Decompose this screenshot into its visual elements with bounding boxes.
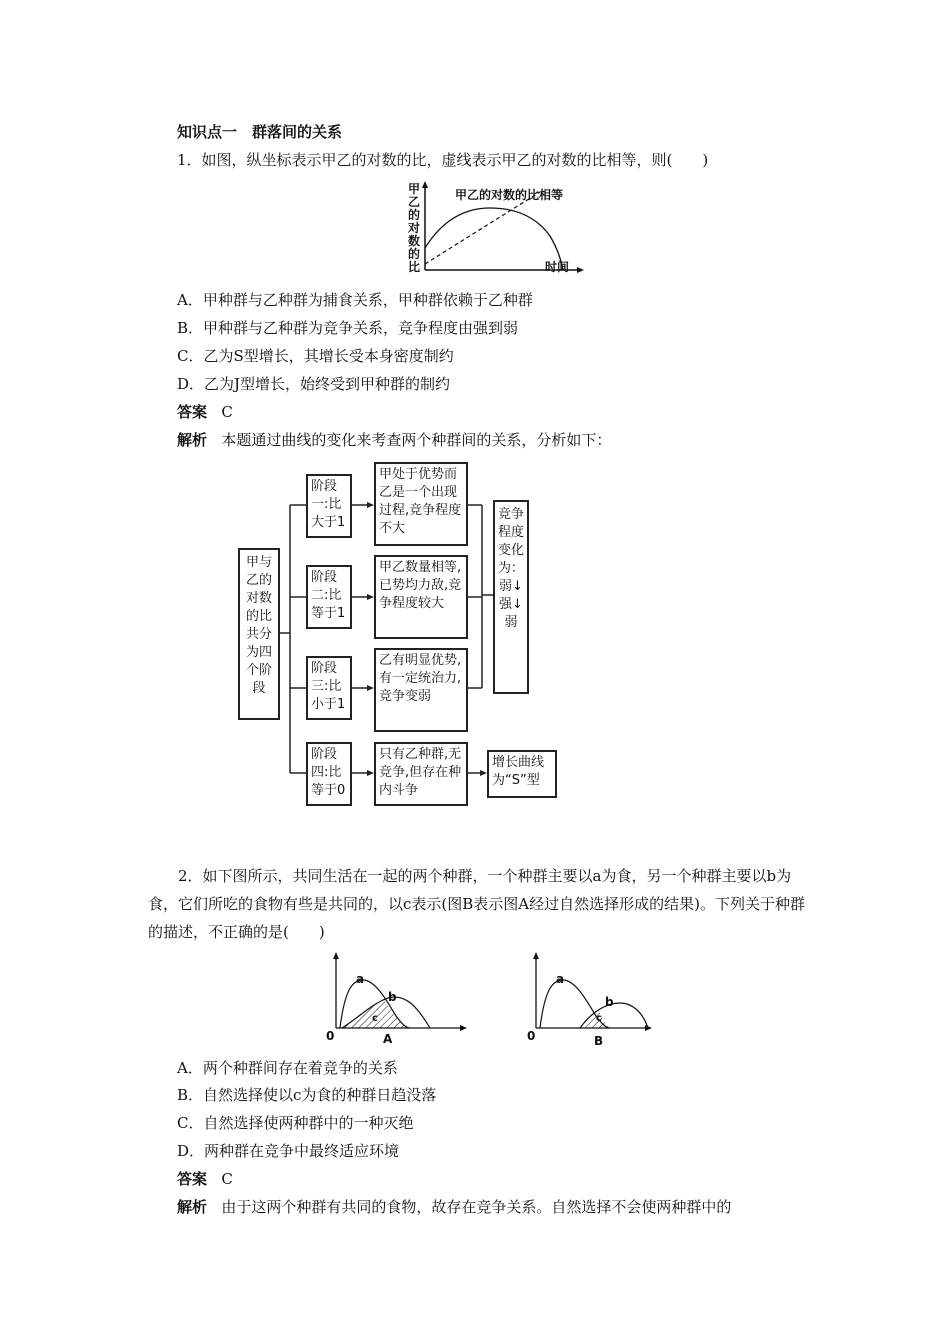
flow-root: 甲与乙的对数的比共分为四个阶段 xyxy=(238,548,280,720)
q2-option-b: B．自然选择使以c为食的种群日趋没落 xyxy=(177,1086,437,1104)
q1-x-label: 时间 xyxy=(545,260,570,274)
graph-b-label-c: c xyxy=(596,1013,602,1024)
q2-analysis xyxy=(177,1197,731,1217)
analysis-label: 解析 xyxy=(177,1198,208,1216)
q2-option-d: D．两种群在竞争中最终适应环境 xyxy=(177,1142,400,1160)
q1-dashed-label: 甲乙的对数的比相等 xyxy=(455,188,564,202)
q1-answer xyxy=(177,402,233,422)
answer-label: 答案 xyxy=(177,1170,208,1188)
q1-analysis xyxy=(177,430,611,450)
section-title: 知识点一 群落间的关系 xyxy=(177,123,343,141)
graph-a-panel-label: A xyxy=(383,1032,393,1046)
answer-label: 答案 xyxy=(177,403,208,421)
answer-value: C xyxy=(221,1170,233,1188)
graph-a-label-a: a xyxy=(356,972,365,986)
flow-stage-2: 阶段二:比等于1 xyxy=(306,565,352,629)
graph-b-overlap xyxy=(580,1011,610,1028)
graph-b-origin: 0 xyxy=(527,1029,536,1043)
q1-option-b: B．甲种群与乙种群为竞争关系，竞争程度由强到弱 xyxy=(177,319,519,337)
q1-curve xyxy=(425,208,563,270)
q1-option-a: A．甲种群与乙种群为捕食关系，甲种群依赖于乙种群 xyxy=(177,291,533,309)
flow-stage-4: 阶段四:比等于0 xyxy=(306,742,352,806)
q2-option-a: A．两个种群间存在着竞争的关系 xyxy=(177,1059,398,1077)
graph-a-origin: 0 xyxy=(326,1029,335,1043)
q1-y-label: 甲乙的对数的比 xyxy=(408,182,421,274)
graph-b-label-b: b xyxy=(605,995,614,1009)
flow-detail-2: 甲乙数量相等,已势均力敌,竞争程度较大 xyxy=(374,555,468,639)
analysis-text: 由于这两个种群有共同的食物，故存在竞争关系。自然选择不会使两种群中的 xyxy=(221,1198,732,1216)
graph-b-label-a: a xyxy=(556,972,565,986)
q2-stem: 2．如下图所示，共同生活在一起的两个种群，一个种群主要以a为食，另一个种群主要以b为食，它们所吃的食物有些是共同的，以c表示(图B表示图A经过自然选择形成的结果)。下列关于种群的描述，不正确的是( ) xyxy=(148,867,805,941)
flow-detail-4: 只有乙种群,无竞争,但存在种内斗争 xyxy=(374,742,468,806)
flow-growth: 增长曲线为“S”型 xyxy=(487,750,557,798)
answer-value: C xyxy=(221,403,233,421)
q2-option-c: C．自然选择使两种群中的一种灭绝 xyxy=(177,1114,414,1132)
q2-answer xyxy=(177,1169,233,1189)
flow-stage-1: 阶段一:比大于1 xyxy=(306,474,352,538)
q1-option-c: C．乙为S型增长，其增长受本身密度制约 xyxy=(177,347,454,365)
analysis-label: 解析 xyxy=(177,431,208,449)
q1-stem: 1．如图，纵坐标表示甲乙的对数的比，虚线表示甲乙的对数的比相等，则( ) xyxy=(177,151,709,169)
flow-summary: 竞争程度变化为：弱↓强↓弱 xyxy=(493,500,529,694)
graph-a-label-b: b xyxy=(388,990,397,1004)
graph-b-panel-label: B xyxy=(594,1034,604,1048)
flow-detail-1: 甲处于优势而乙是一个出现过程,竞争程度不大 xyxy=(374,462,468,546)
flow-stage-3: 阶段三:比小于1 xyxy=(306,656,352,720)
analysis-text: 本题通过曲线的变化来考查两个种群间的关系，分析如下： xyxy=(221,431,612,449)
q1-option-d: D．乙为J型增长，始终受到甲种群的制约 xyxy=(177,375,451,393)
graph-a-label-c: c xyxy=(372,1013,378,1024)
flow-detail-3: 乙有明显优势,有一定统治力,竞争变弱 xyxy=(374,648,468,732)
